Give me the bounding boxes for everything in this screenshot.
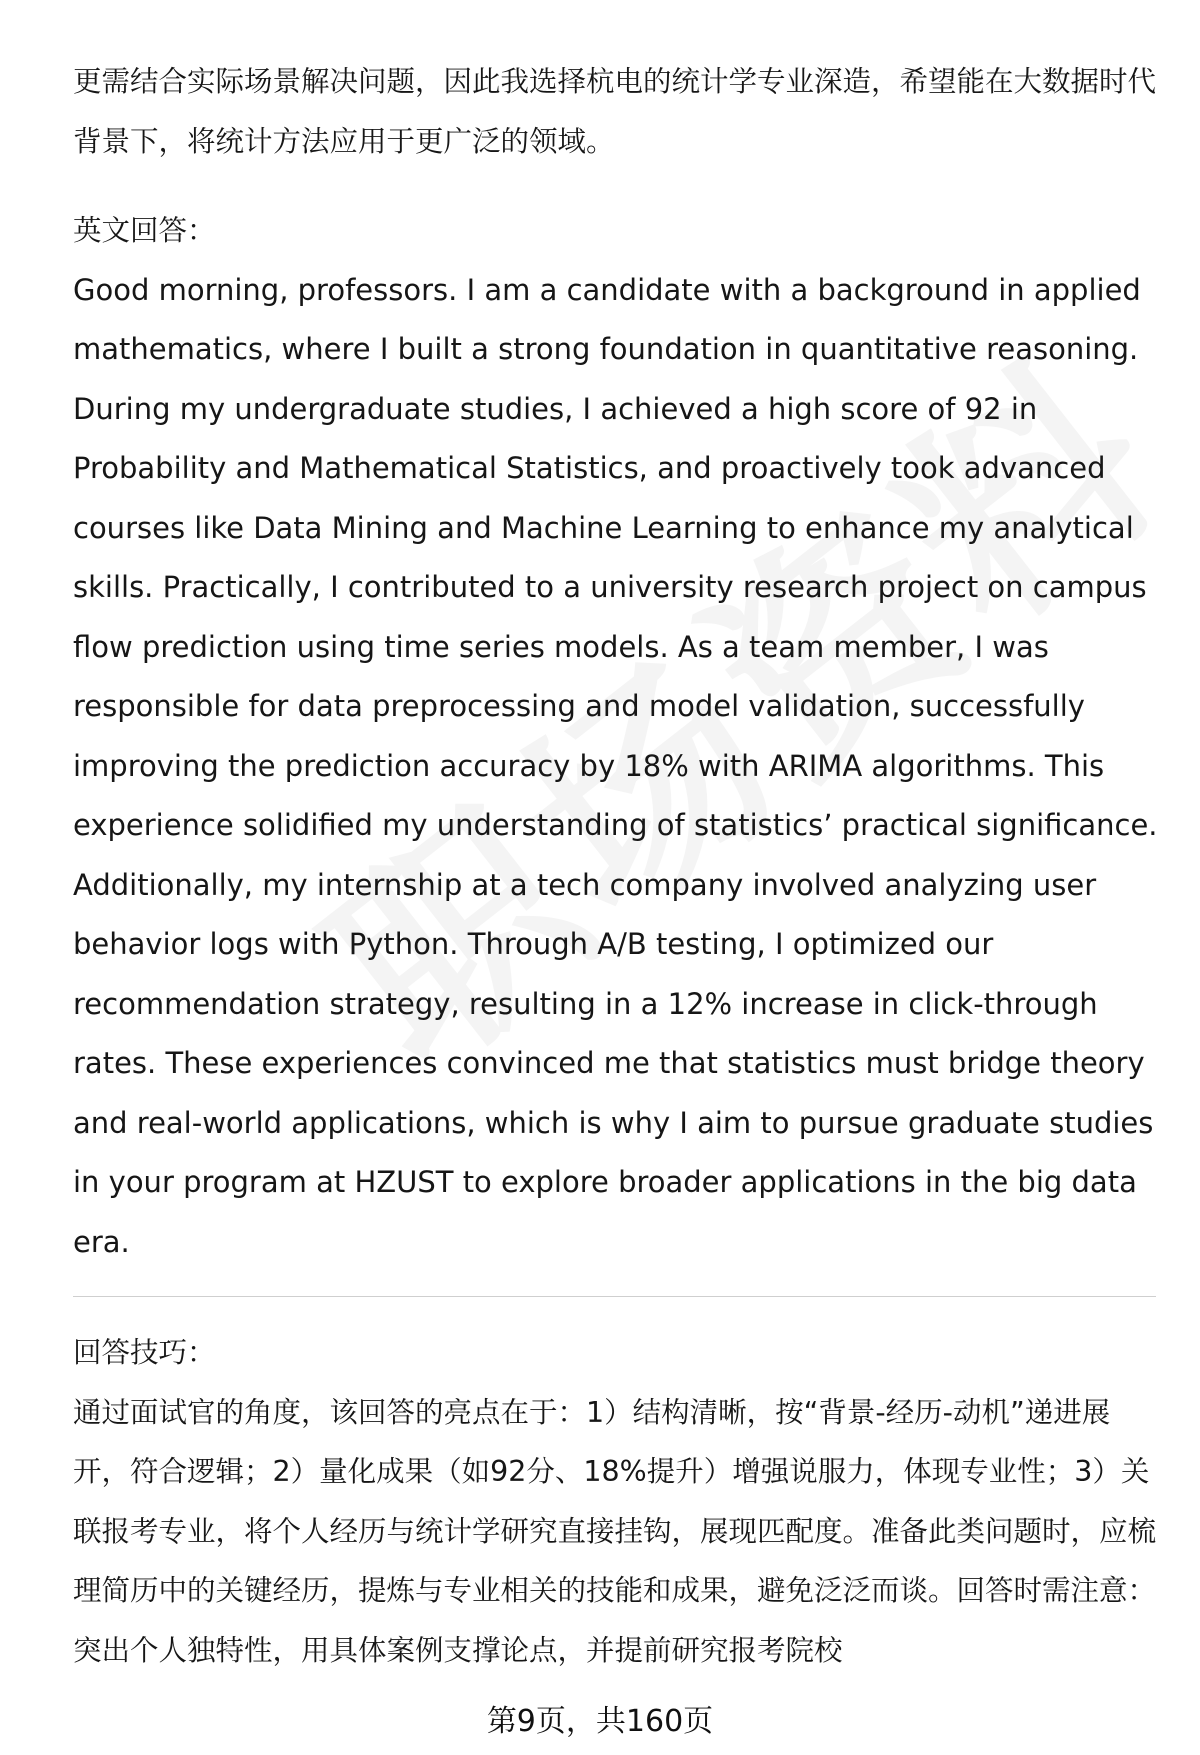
- page-content: [73, 52, 1158, 1680]
- tips-paragraph: 通过面试官的角度，该回答的亮点在于：1）结构清晰，按“背景-经历-动机”递进展开，符合逻辑；2）量化成果（如92分、18%提升）增强说服力，体现专业性；3）关联报考专业，将个人经历与统计学研究直接挂钩，展现匹配度。准备此类问题时，应梳理简历中的关键经历，提炼与专业相关的技能和成果，避免泛泛而谈。回答时需注意：突出个人独特性，用具体案例支撑论点，并提前研究报考院校: [73, 1395, 1157, 1667]
- spacer: [73, 171, 1158, 201]
- english-answer-paragraph: Good morning, professors. I am a candidate with a background in applied mathematics, where I built a strong foundation in quantitative reasoning. During my undergraduate studies, I achieved a high score of 92 in Probability and Mathematical Statistics, and proactively took advanced courses like Data Mining and Machine Learning to enhance my analytical skills. Practically, I contributed to a university research project on campus flow prediction using time series models. As a team member, I was responsible for data preprocessing and model validation, successfully improving the prediction accuracy by 18% with ARIMA algorithms. This experience solidified my understanding of statistics’ practical significance. Additionally, my internship at a tech company involved analyzing user behavior logs with Python. Through A/B testing, I optimized our recommendation strategy, resulting in a 12% increase in click-through rates. These experiences convinced me that statistics must bridge theory and real-world applications, which is why I aim to pursue graduate studies in your program at HZUST to explore broader applications in the big data era.: [73, 272, 1158, 1259]
- section-divider: [73, 1296, 1156, 1297]
- page-number-footer: 第9页，共160页: [486, 1704, 714, 1739]
- intro-paragraph: 更需结合实际场景解决问题，因此我选择杭电的统计学专业深造，希望能在大数据时代背景下，将统计方法应用于更广泛的领域。: [73, 65, 1157, 158]
- english-answer-label: 英文回答：: [73, 214, 216, 247]
- tips-label: 回答技巧：: [73, 1336, 216, 1369]
